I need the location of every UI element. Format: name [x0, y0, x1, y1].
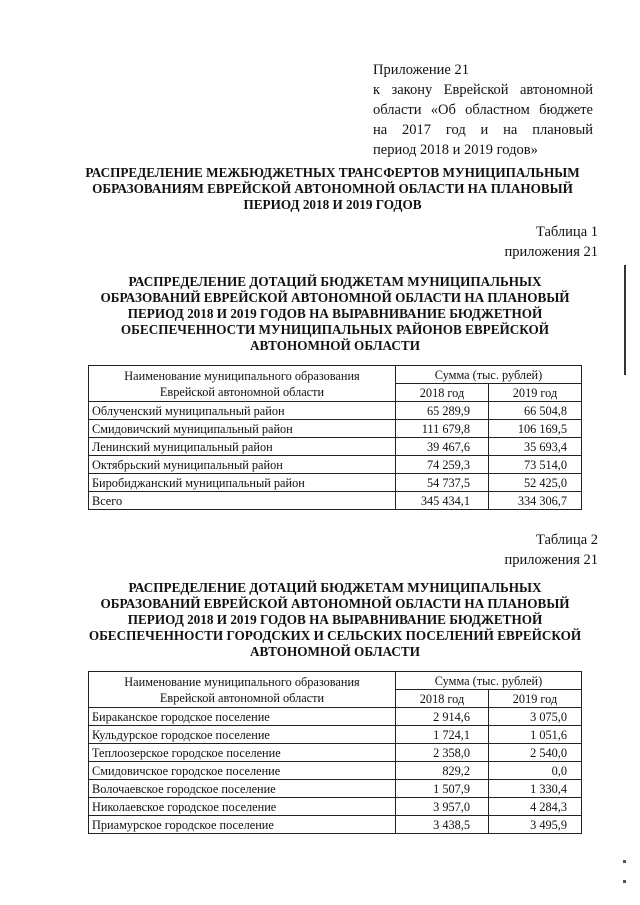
table-number: Таблица 1 — [535, 224, 598, 240]
cell-2019: 52 425,0 — [489, 474, 582, 492]
column-header-2019: 2019 год — [489, 384, 582, 402]
cell-2019: 4 284,3 — [489, 798, 582, 816]
title-line: РАСПРЕДЕЛЕНИЕ ДОТАЦИЙ БЮДЖЕТАМ МУНИЦИПАЛЬНЫХ — [128, 580, 542, 595]
title-line: ОБРАЗОВАНИЙ ЕВРЕЙСКОЙ АВТОНОМНОЙ ОБЛАСТИ НА ПЛАНОВЫЙ — [100, 290, 570, 305]
table-total-row — [89, 492, 582, 510]
table1 — [88, 365, 582, 510]
column-header-name — [89, 672, 396, 708]
cell-2018: 2 914,6 — [396, 708, 489, 726]
cell-2019: 3 495,9 — [489, 816, 582, 834]
table-appendix-ref: приложения 21 — [504, 552, 598, 568]
cell-name: Бираканское городское поселение — [89, 708, 396, 726]
table-row — [89, 762, 582, 780]
appendix-line: на 2017 год и на плановый — [373, 122, 593, 138]
cell-name: Николаевское городское поселение — [89, 798, 396, 816]
column-header-sum: Сумма (тыс. рублей) — [396, 672, 582, 690]
scan-edge-dot — [623, 880, 626, 883]
cell-2018: 3 957,0 — [396, 798, 489, 816]
title-line: АВТОНОМНОЙ ОБЛАСТИ — [250, 338, 420, 353]
table-row — [89, 420, 582, 438]
table-row — [89, 708, 582, 726]
title-line: ОБЕСПЕЧЕННОСТИ МУНИЦИПАЛЬНЫХ РАЙОНОВ ЕВРЕЙСКОЙ — [120, 322, 550, 337]
title-line: ОБРАЗОВАНИЙ ЕВРЕЙСКОЙ АВТОНОМНОЙ ОБЛАСТИ НА ПЛАНОВЫЙ — [100, 596, 570, 611]
table-row — [89, 780, 582, 798]
cell-2018: 2 358,0 — [396, 744, 489, 762]
cell-2019: 1 330,4 — [489, 780, 582, 798]
cell-2019: 3 075,0 — [489, 708, 582, 726]
header-line: Наименование муниципального образования — [124, 674, 360, 689]
table-row — [89, 456, 582, 474]
cell-2019: 106 169,5 — [489, 420, 582, 438]
table1-label — [505, 222, 598, 262]
cell-name: Всего — [89, 492, 396, 510]
title-line: РАСПРЕДЕЛЕНИЕ ДОТАЦИЙ БЮДЖЕТАМ МУНИЦИПАЛЬНЫХ — [128, 274, 542, 289]
table-row — [89, 726, 582, 744]
cell-name: Волочаевское городское поселение — [89, 780, 396, 798]
column-header-2018: 2018 год — [396, 384, 489, 402]
cell-2018: 345 434,1 — [396, 492, 489, 510]
appendix-line: период 2018 и 2019 годов» — [373, 142, 538, 158]
appendix-line: к закону Еврейской автономной — [373, 82, 593, 98]
cell-name: Смидовичский муниципальный район — [89, 420, 396, 438]
table2-label — [505, 530, 598, 570]
title-line: ПЕРИОД 2018 И 2019 ГОДОВ — [243, 197, 422, 212]
cell-2019: 73 514,0 — [489, 456, 582, 474]
title-line: ПЕРИОД 2018 И 2019 ГОДОВ НА ВЫРАВНИВАНИЕ БЮДЖЕТНОЙ — [127, 612, 543, 627]
cell-2018: 829,2 — [396, 762, 489, 780]
cell-2018: 1 724,1 — [396, 726, 489, 744]
table2-title — [80, 580, 590, 660]
appendix-line: области «Об областном бюджете — [373, 102, 593, 118]
title-line: ПЕРИОД 2018 И 2019 ГОДОВ НА ВЫРАВНИВАНИЕ БЮДЖЕТНОЙ — [127, 306, 543, 321]
table-number: Таблица 2 — [535, 532, 598, 548]
cell-name: Кульдурское городское поселение — [89, 726, 396, 744]
cell-name: Смидовичское городское поселение — [89, 762, 396, 780]
table-header-row — [89, 672, 582, 690]
table2 — [88, 671, 582, 834]
cell-2019: 35 693,4 — [489, 438, 582, 456]
appendix-line: Приложение 21 — [373, 62, 469, 78]
table-row — [89, 798, 582, 816]
cell-2018: 111 679,8 — [396, 420, 489, 438]
cell-2018: 74 259,3 — [396, 456, 489, 474]
cell-2019: 2 540,0 — [489, 744, 582, 762]
cell-2018: 3 438,5 — [396, 816, 489, 834]
scan-edge-mark — [624, 265, 626, 375]
cell-name: Приамурское городское поселение — [89, 816, 396, 834]
table1-title — [80, 274, 590, 354]
table-row — [89, 402, 582, 420]
cell-name: Биробиджанский муниципальный район — [89, 474, 396, 492]
column-header-2018: 2018 год — [396, 690, 489, 708]
table-row — [89, 474, 582, 492]
cell-2019: 0,0 — [489, 762, 582, 780]
cell-name: Октябрьский муниципальный район — [89, 456, 396, 474]
cell-2018: 65 289,9 — [396, 402, 489, 420]
cell-name: Ленинский муниципальный район — [89, 438, 396, 456]
title-line: РАСПРЕДЕЛЕНИЕ МЕЖБЮДЖЕТНЫХ ТРАНСФЕРТОВ МУНИЦИПАЛЬНЫМ — [85, 165, 580, 180]
cell-name: Теплоозерское городское поселение — [89, 744, 396, 762]
header-line: Еврейской автономной области — [159, 384, 325, 399]
appendix-reference — [373, 60, 593, 160]
document-title — [60, 165, 605, 213]
header-line: Еврейской автономной области — [159, 690, 325, 705]
cell-2019: 66 504,8 — [489, 402, 582, 420]
cell-2019: 334 306,7 — [489, 492, 582, 510]
title-line: АВТОНОМНОЙ ОБЛАСТИ — [250, 644, 420, 659]
cell-2018: 1 507,9 — [396, 780, 489, 798]
table-row — [89, 744, 582, 762]
cell-2019: 1 051,6 — [489, 726, 582, 744]
cell-2018: 39 467,6 — [396, 438, 489, 456]
column-header-2019: 2019 год — [489, 690, 582, 708]
table-appendix-ref: приложения 21 — [504, 244, 598, 260]
table-header-row — [89, 366, 582, 384]
title-line: ОБРАЗОВАНИЯМ ЕВРЕЙСКОЙ АВТОНОМНОЙ ОБЛАСТИ НА ПЛАНОВЫЙ — [92, 181, 573, 196]
scan-edge-dot — [623, 860, 626, 863]
header-line: Наименование муниципального образования — [124, 368, 360, 383]
cell-name: Облученский муниципальный район — [89, 402, 396, 420]
table-row — [89, 816, 582, 834]
column-header-name — [89, 366, 396, 402]
column-header-sum: Сумма (тыс. рублей) — [396, 366, 582, 384]
cell-2018: 54 737,5 — [396, 474, 489, 492]
title-line: ОБЕСПЕЧЕННОСТИ ГОРОДСКИХ И СЕЛЬСКИХ ПОСЕЛЕНИЙ ЕВРЕЙСКОЙ — [88, 628, 582, 643]
table-row — [89, 438, 582, 456]
